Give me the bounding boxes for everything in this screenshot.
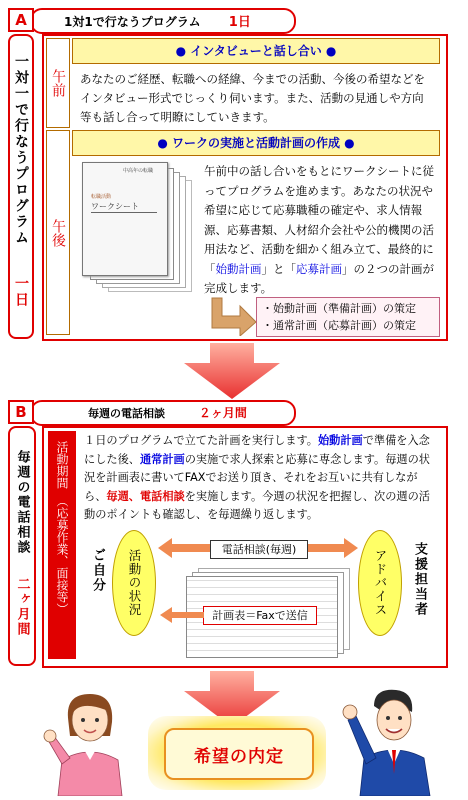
section-a-title [64, 11, 251, 30]
worksheet-cover [82, 162, 168, 276]
section-a-letter: A [8, 8, 34, 32]
worksheet-title: ワークシート [91, 201, 157, 213]
afternoon-plan-apply: 応募計画 [296, 261, 342, 276]
section-b-duration: ２ヶ月間 [198, 406, 247, 420]
section-b-side-duration: 二ヶ月間 [14, 577, 30, 637]
section-a-side-label [8, 34, 34, 339]
section-a-side-duration: 一日 [13, 276, 29, 308]
status-oval: 活動の状況 [112, 530, 156, 636]
section-b-side-main: 毎週の電話相談 [14, 450, 30, 555]
afternoon-text [204, 162, 434, 299]
section-a-side-main: 一対一で行なうプログラム [13, 54, 29, 246]
morning-heading: ● インタビューと話し合い ● [72, 38, 440, 64]
section-b-title-text: 毎週の電話相談 [88, 407, 165, 420]
afternoon-text-2: 」の２つの計画が完成します。 [204, 261, 434, 295]
section-b-text-1: １日のプログラムで立てた計画を実行します。 [84, 434, 318, 447]
worksheet-caption: 中高年の転職 [123, 168, 154, 174]
section-b-text-3: の実施で求人探索と応募に専念します。毎週の状況を計画表に書いてFAXでお送り頂き、それをお互いに共有しながら、 [84, 452, 430, 503]
section-b-weekly-call: 毎週、電話相談 [106, 489, 185, 503]
morning-text: あなたのご経歴、転職への経緯、今までの活動、今後の希望などをインタビュー形式でじっくり伺います。また、活動の見通しや方向等も話し合って明瞭にしていきます。 [80, 72, 425, 124]
section-b-text-2: で準備を入念にした後、 [84, 434, 430, 466]
morning-tab: 午前 [46, 38, 70, 128]
section-a-duration: 1日 [228, 15, 251, 30]
section-b-letter: B [8, 400, 34, 424]
section-b-title [88, 404, 247, 421]
result-label-box [164, 728, 314, 780]
afternoon-heading: ● ワークの実施と活動計画の作成 ● [72, 130, 440, 156]
bent-arrow-icon [208, 296, 258, 336]
afternoon-plan-start: 始動計画 [215, 261, 262, 276]
section-b-text [84, 432, 438, 525]
left-arrow-icon [160, 606, 204, 624]
result-label: 希望の内定 [194, 746, 284, 767]
supporter-label: 支援担当者 [412, 542, 427, 617]
afternoon-text-1: 午前中の話し合いをもとにワークシートに従ってプログラムを進めます。あなたの状況や希望に応じて応募職種の確定や、求人情報源、応募書類、人材紹介会社や公的機関の活用法など、活動を細かく組み立て、最終的に「 [204, 164, 434, 276]
phone-consult-label: 電話相談(毎週) [210, 540, 308, 559]
man-illustration [334, 684, 438, 796]
activity-period-tab [48, 431, 76, 659]
activity-period-label: 活動期間 [55, 441, 69, 489]
result-item-apply: ・通常計画（応募計画）の策定 [262, 319, 416, 332]
advice-oval: アドバイス [358, 530, 402, 636]
woman-illustration [40, 688, 136, 796]
activity-period-detail: （応募作業、面接等） [55, 495, 69, 615]
self-label: ご自分 [90, 548, 105, 593]
section-b-text-4: を実施します。今週の状況を把握し、次の週の活動のポイントも確認し、を毎週繰り返します。 [84, 489, 430, 521]
fax-plan-label: 計画表＝Faxで送信 [203, 606, 317, 625]
result-item-start: ・始動計画（準備計画）の策定 [262, 302, 416, 315]
down-arrow-icon [184, 343, 280, 399]
section-b-plan-start: 始動計画 [317, 434, 363, 447]
afternoon-text-mid: 」と「 [261, 261, 296, 276]
worksheet-tag: 転職活動 [91, 194, 112, 200]
section-a-title-text: 1対1で行なうプログラム [64, 15, 201, 29]
section-b-side-label [8, 426, 36, 666]
result-box [256, 297, 440, 337]
afternoon-tab: 午後 [46, 130, 70, 335]
section-b-plan-normal: 通常計画 [139, 452, 185, 466]
worksheet-stack [78, 160, 198, 310]
